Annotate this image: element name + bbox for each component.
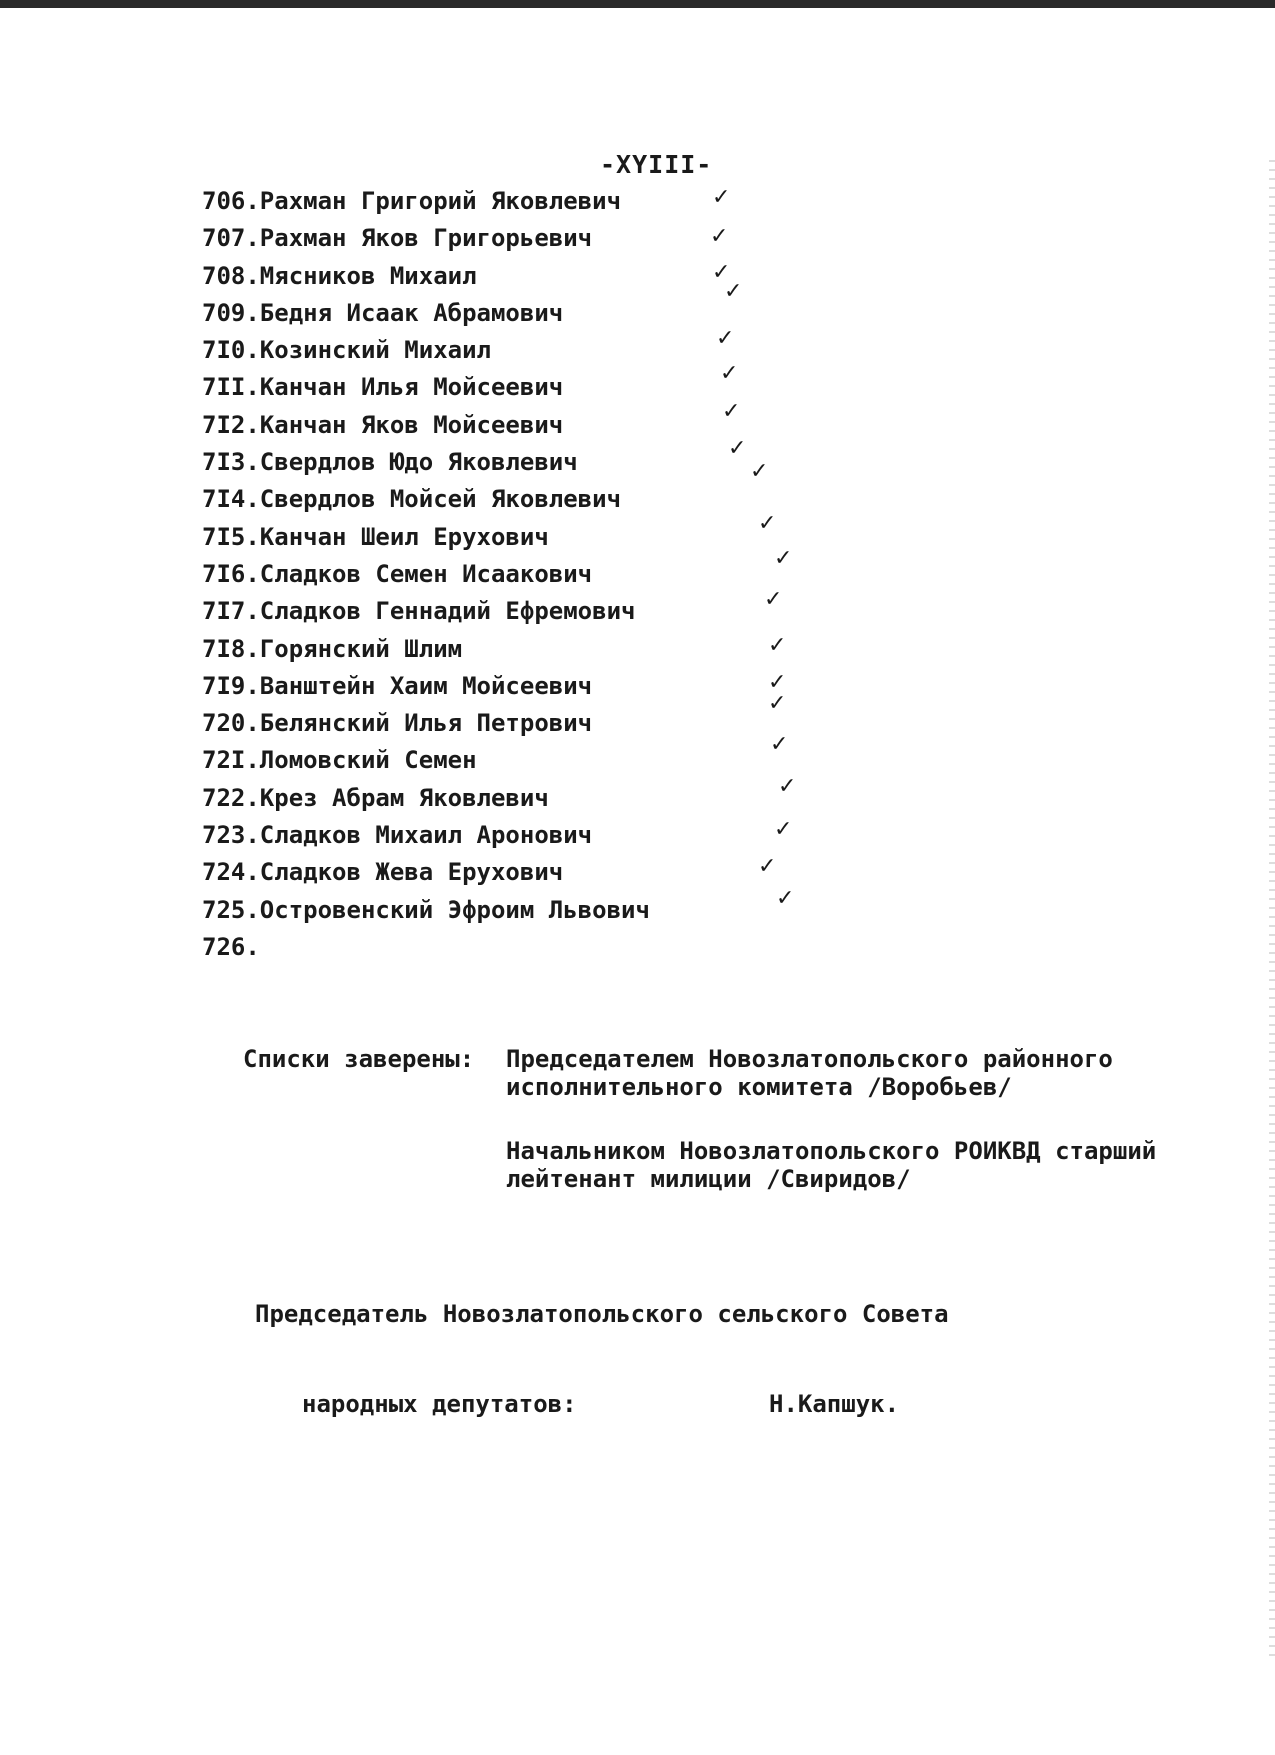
list-item — [202, 361, 739, 406]
checkmark-icon: ✓ — [774, 817, 793, 843]
list-item-text: 7I0.Козинский Михаил — [202, 336, 491, 365]
list-item — [202, 854, 777, 891]
checkmark-icon: ✓ — [768, 691, 787, 717]
list-item — [202, 631, 787, 668]
checkmark-icon: ✓ — [768, 669, 787, 695]
list-item — [202, 183, 731, 220]
checkmark-icon: ✓ — [768, 632, 787, 658]
checkmark-icon: ✓ — [716, 326, 735, 352]
list-item-text: 706.Рахман Григорий Яковлевич — [202, 187, 622, 215]
list-item-text: 7I7.Сладков Геннадий Ефремович — [202, 597, 636, 626]
list-item-text: 7I3.Свердлов Юдо Яковлевич — [202, 448, 578, 477]
certification-label: Списки заверены: — [243, 1045, 475, 1073]
checkmark-icon: ✓ — [720, 361, 739, 387]
list-item — [202, 817, 793, 854]
list-item-text: 7I4.Свердлов Мойсей Яковлевич — [202, 485, 622, 514]
checkmark-icon: ✓ — [764, 587, 783, 613]
list-item — [202, 398, 741, 444]
list-item — [202, 278, 743, 332]
checkmark-icon: ✓ — [728, 436, 747, 462]
list-item-text: 7I2.Канчан Яков Мойсеевич — [202, 410, 564, 439]
list-item-text: 723.Сладков Михаил Аронович — [202, 821, 593, 850]
page-number: -XYIII- — [600, 150, 713, 179]
checkmark-icon: ✓ — [770, 732, 789, 758]
certification-line: Начальником Новозлатопольского РОИКВД старший — [506, 1137, 1157, 1165]
list-item — [202, 326, 735, 369]
list-item — [202, 258, 731, 295]
checkmark-icon: ✓ — [758, 510, 777, 536]
checkmark-icon: ✓ — [774, 545, 793, 571]
list-item-text: 7I6.Сладков Семен Исаакович — [202, 559, 593, 588]
list-item — [202, 220, 729, 257]
checkmark-icon: ✓ — [712, 259, 731, 285]
list-item-text: 72I.Ломовский Семен — [202, 746, 477, 775]
list-item — [202, 510, 777, 556]
checkmark-icon: ✓ — [758, 854, 777, 880]
scan-edge-noise — [1269, 160, 1275, 1660]
checkmark-icon: ✓ — [710, 224, 729, 250]
list-item-text: 725.Островенский Эфроим Львович — [202, 895, 650, 924]
list-item — [202, 545, 793, 593]
certification-line: исполнительного комитета /Воробьев/ — [506, 1073, 1012, 1101]
list-item-text: 7I5.Канчан Шеил Ерухович — [202, 522, 549, 551]
list-item — [202, 773, 797, 817]
list-item — [202, 691, 787, 742]
list-item-text: 7I9.Ванштейн Хаим Мойсеевич — [202, 671, 593, 700]
list-item-text: 707.Рахман Яков Григорьевич — [202, 224, 593, 253]
list-item-text: 722.Крез Абрам Яковлевич — [202, 783, 549, 812]
chairman-signature: Н.Капшук. — [769, 1390, 900, 1418]
list-item-text: 708.Мясников Михаил — [202, 261, 477, 290]
list-item-text: 724.Сладков Жева Ерухович — [202, 858, 564, 887]
list-item — [202, 732, 789, 779]
chairman-subtitle: народных депутатов: — [302, 1390, 577, 1418]
list-item — [202, 587, 783, 630]
list-item-text: 726. — [202, 932, 260, 961]
list-item-text: 7I8.Горянский Шлим — [202, 634, 463, 663]
list-item — [202, 668, 787, 705]
name-list — [202, 183, 797, 966]
list-item-text: 709.Бедня Исаак Абрамович — [202, 298, 564, 327]
list-item — [202, 885, 795, 929]
checkmark-icon: ✓ — [750, 459, 769, 485]
scan-top-edge — [0, 0, 1275, 8]
checkmark-icon: ✓ — [724, 278, 743, 304]
checkmark-icon: ✓ — [722, 398, 741, 424]
certification-line: Председателем Новозлатопольского районного — [506, 1045, 1113, 1073]
checkmark-icon: ✓ — [778, 773, 797, 799]
list-item — [202, 929, 650, 966]
certification-line: лейтенант милиции /Свиридов/ — [506, 1165, 911, 1193]
checkmark-icon: ✓ — [776, 885, 795, 911]
checkmark-icon: ✓ — [712, 185, 731, 210]
list-item-text: 720.Белянский Илья Петрович — [202, 709, 593, 738]
list-item-text: 7II.Канчан Илья Мойсеевич — [202, 373, 564, 402]
chairman-title: Председатель Новозлатопольского сельского Совета — [255, 1300, 949, 1328]
list-item — [202, 436, 747, 481]
